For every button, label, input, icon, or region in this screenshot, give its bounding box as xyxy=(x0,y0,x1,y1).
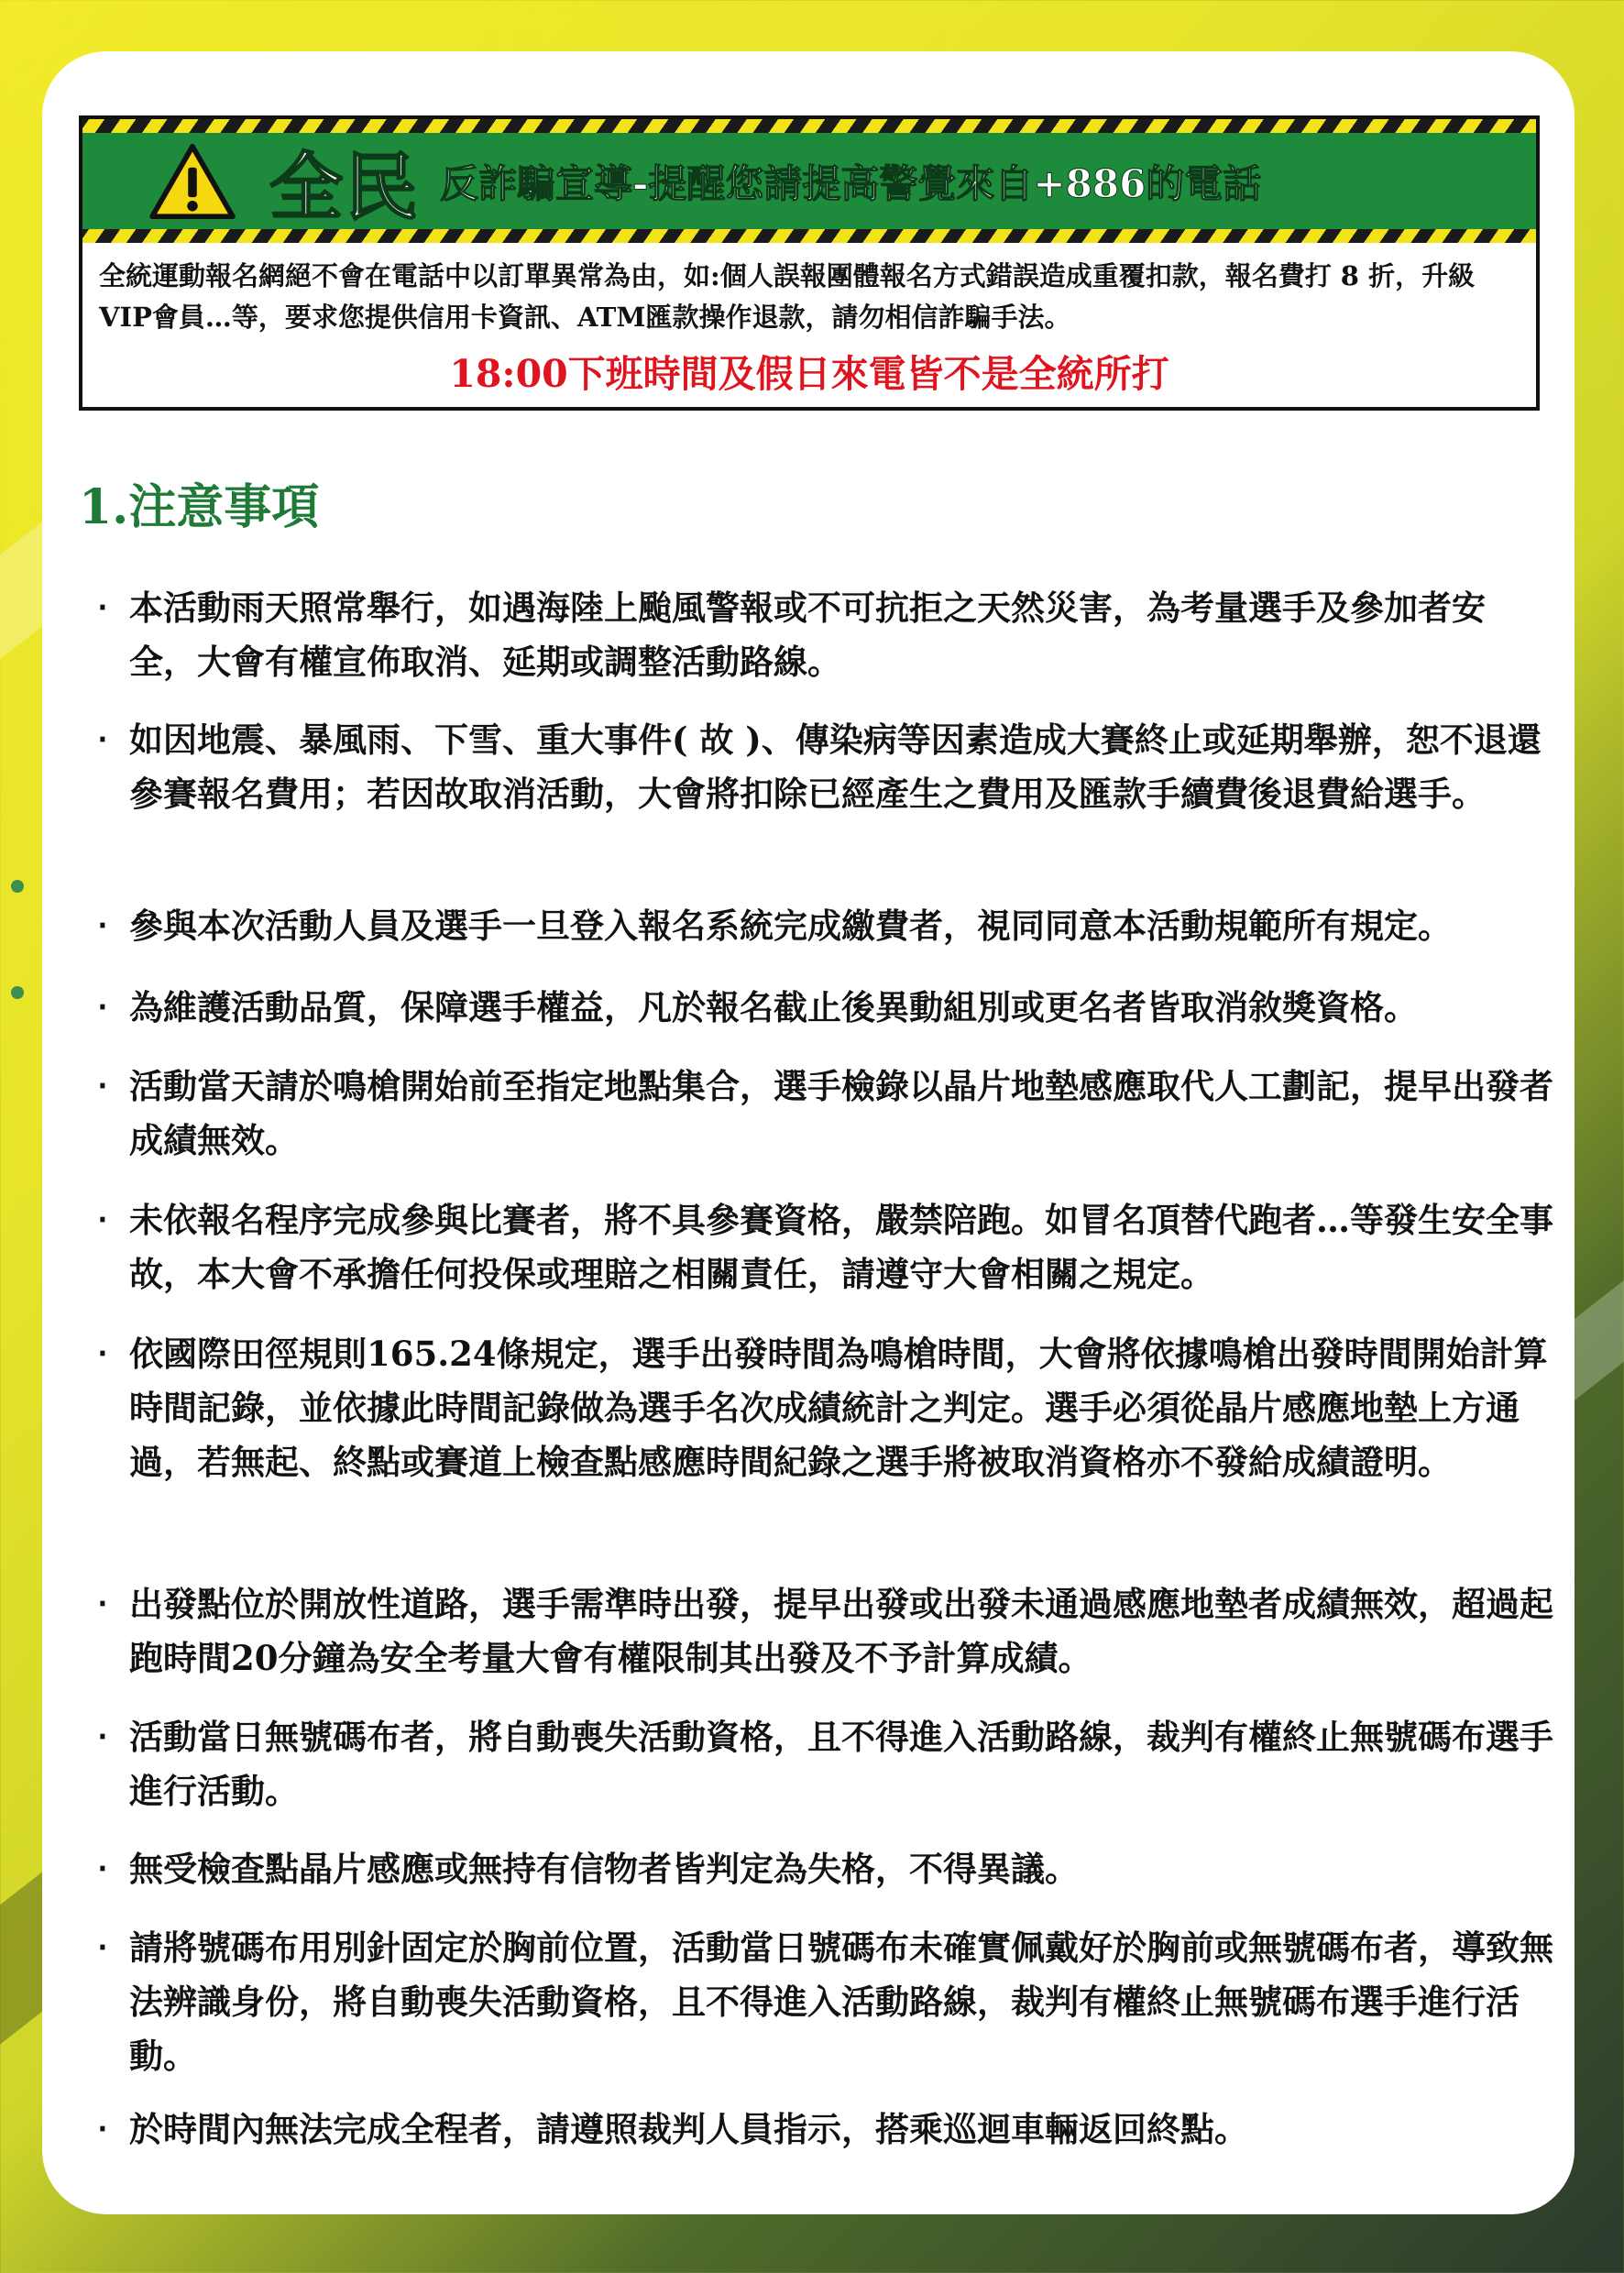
bullet: ‧ xyxy=(97,719,108,760)
list-item xyxy=(97,1327,1560,1489)
list-item xyxy=(97,981,1560,1035)
list-item-text: 如因地震、暴風雨、下雪、重大事件( 故 )、傳染病等因素造成大賽終止或延期舉辦，恕不退還參賽報名費用；若因故取消活動，大會將扣除已經產生之費用及匯款手續費後退費給選手。 xyxy=(129,719,1542,814)
list-item-text: 依國際田徑規則165.24條規定，選手出發時間為鳴槍時間，大會將依據鳴槍出發時間開始計算時間記錄，並依據此時間記錄做為選手名次成績統計之判定。選手必須從晶片感應地墊上方通過，若無起、終點或賽道上檢查點感應時間紀錄之選手將被取消資格亦不發給成績證明。 xyxy=(129,1334,1548,1482)
list-item xyxy=(97,1921,1560,2083)
list-item-text: 出發點位於開放性道路，選手需準時出發，提早出發或出發未通過感應地墊者成績無效，超過起跑時間20分鐘為安全考量大會有權限制其出發及不予計算成績。 xyxy=(129,1584,1553,1678)
list-item-text: 於時間內無法完成全程者，請遵照裁判人員指示，搭乘巡迴車輛返回終點。 xyxy=(129,2109,1248,2149)
bullet: ‧ xyxy=(97,987,108,1027)
bullet: ‧ xyxy=(97,1849,108,1889)
list-item-text: 參與本次活動人員及選手一旦登入報名系統完成繳費者，視同同意本活動規範所有規定。 xyxy=(129,906,1452,946)
banner-alert: 18:00下班時間及假日來電皆不是全統所打 xyxy=(449,352,1169,396)
list-item-text: 未依報名程序完成參與比賽者，將不具參賽資格，嚴禁陪跑。如冒名頂替代跑者…等發生安全事故，本大會不承擔任何投保或理賠之相關責任，請遵守大會相關之規定。 xyxy=(129,1200,1553,1294)
bullet: ‧ xyxy=(97,2109,108,2149)
list-item xyxy=(97,899,1560,953)
list-item-text: 活動當天請於鳴槍開始前至指定地點集合，選手檢錄以晶片地墊感應取代人工劃記，提早出發者成績無效。 xyxy=(129,1066,1553,1160)
bullet: ‧ xyxy=(97,1334,108,1374)
list-item-text: 活動當日無號碼布者，將自動喪失活動資格，且不得進入活動路線，裁判有權終止無號碼布選手進行活動。 xyxy=(129,1717,1553,1811)
bullet: ‧ xyxy=(97,906,108,946)
banner-header xyxy=(82,133,1536,229)
list-item xyxy=(97,581,1560,689)
list-item xyxy=(97,1193,1560,1301)
list-item xyxy=(97,713,1560,821)
list-item xyxy=(97,1710,1560,1818)
decor-dot xyxy=(11,986,24,999)
list-item-text: 請將號碼布用別針固定於胸前位置，活動當日號碼布未確實佩戴好於胸前或無號碼布者，導致無法辨識身份，將自動喪失活動資格，且不得進入活動路線，裁判有權終止無號碼布選手進行活動。 xyxy=(129,1927,1553,2076)
bullet: ‧ xyxy=(97,1066,108,1106)
section-title: 1.注意事項 xyxy=(79,479,320,535)
list-item-text: 本活動雨天照常舉行，如遇海陸上颱風警報或不可抗拒之天然災害，為考量選手及參加者安 全，大會有權宣佈取消、延期或調整活動路線。 xyxy=(129,587,1486,682)
bullet: ‧ xyxy=(97,587,108,628)
bullet: ‧ xyxy=(97,1927,108,1968)
bullet: ‧ xyxy=(97,1584,108,1624)
list-item xyxy=(97,1577,1560,1686)
list-item xyxy=(97,2103,1560,2157)
list-item-text: 為維護活動品質，保障選手權益，凡於報名截止後異動組別或更名者皆取消敘獎資格。 xyxy=(129,987,1418,1027)
list-item xyxy=(97,1060,1560,1168)
warning-triangle-icon xyxy=(148,143,236,220)
anti-fraud-banner xyxy=(79,115,1540,411)
list-item xyxy=(97,1842,1560,1896)
banner-body: 全統運動報名網絕不會在電話中以訂單異常為由，如:個人誤報團體報名方式錯誤造成重覆扣款，報名費打 8 折，升級VIP會員…等，要求您提供信用卡資訊、ATM匯款操作退款，請勿相信詐騙手法。 xyxy=(99,260,1476,333)
list-item-text: 無受檢查點晶片感應或無持有信物者皆判定為失格，不得異議。 xyxy=(129,1849,1079,1889)
decor-dot xyxy=(11,880,24,893)
banner-headline: 全民 xyxy=(269,144,420,230)
content-card xyxy=(42,51,1575,2214)
bullet: ‧ xyxy=(97,1200,108,1240)
banner-title: 反詐騙宣導-提醒您請提高警覺來自+886的電話 xyxy=(440,160,1262,206)
bullet: ‧ xyxy=(97,1717,108,1757)
